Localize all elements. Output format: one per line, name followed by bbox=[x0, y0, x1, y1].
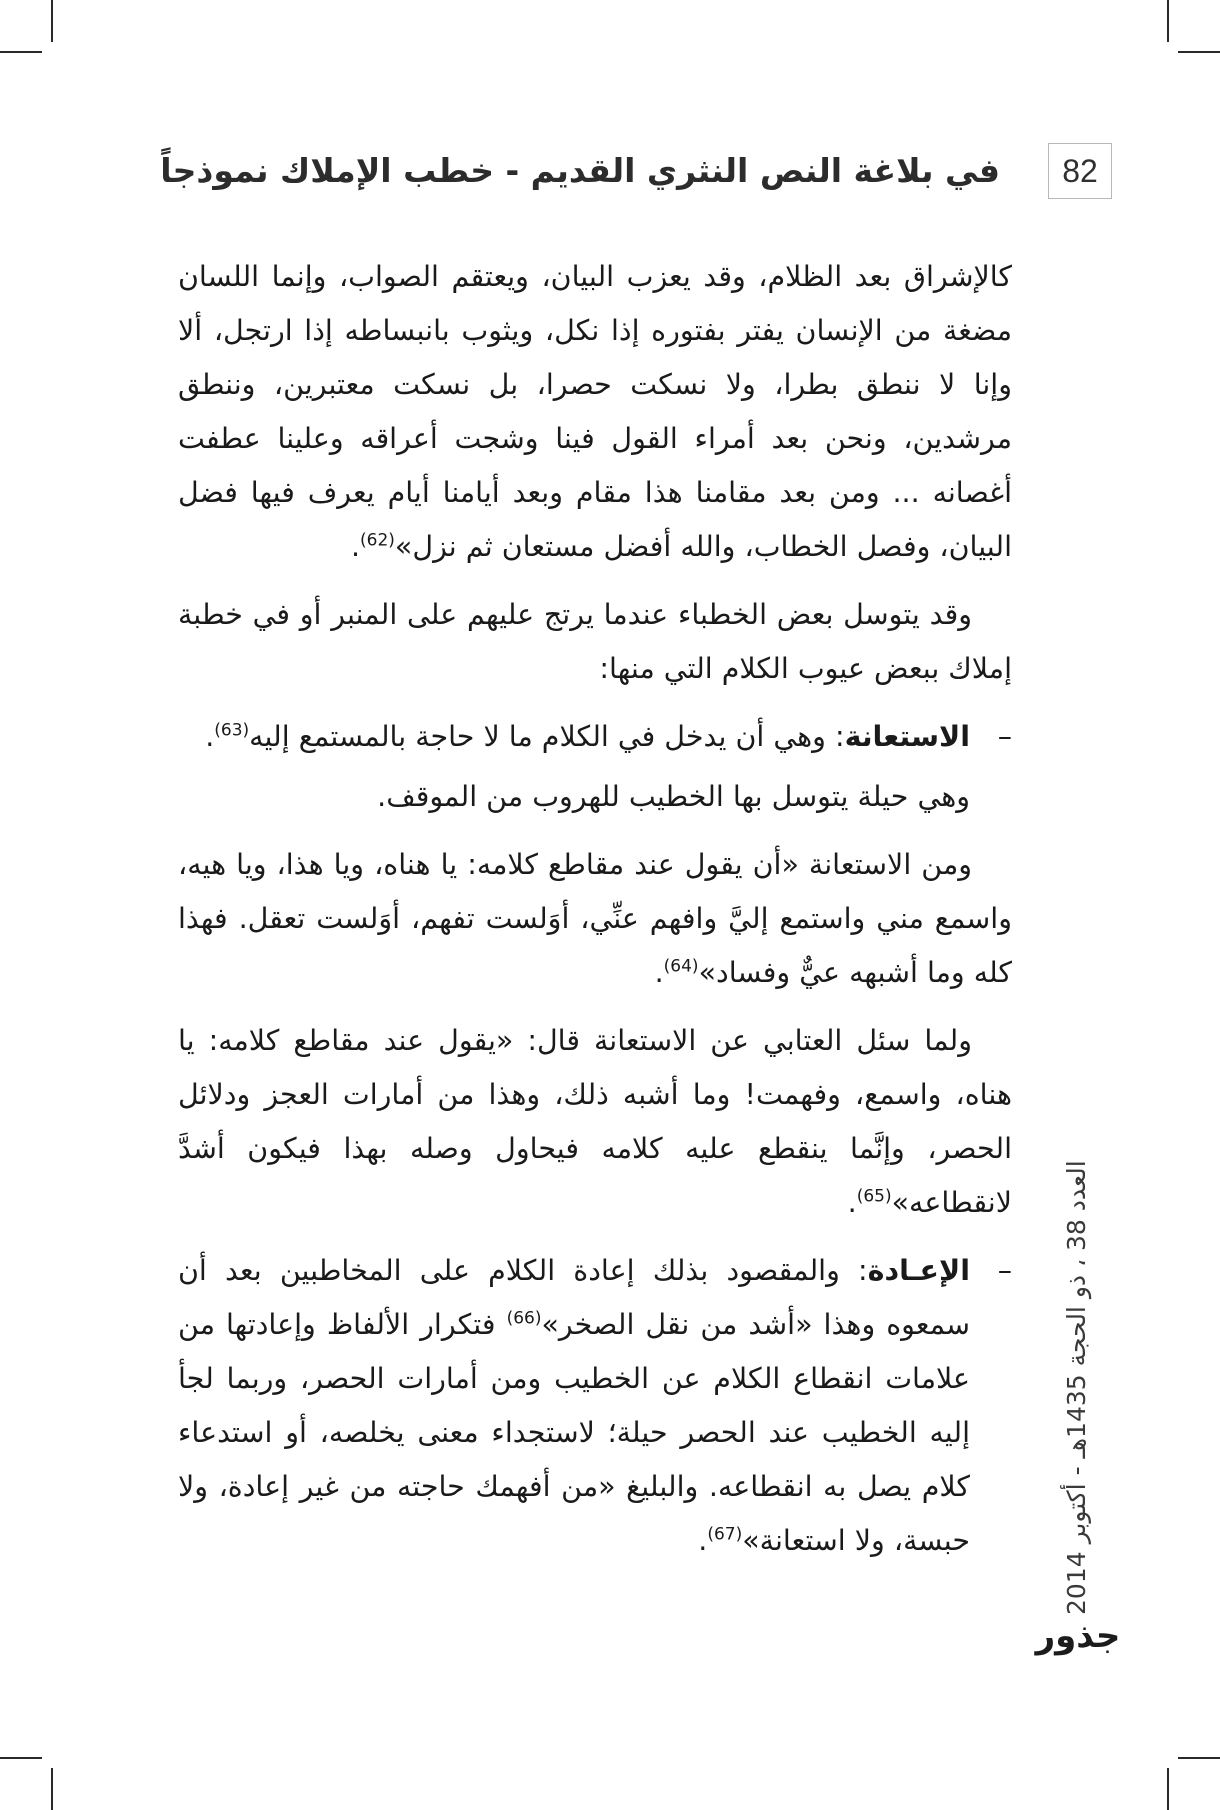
term-istiana: الاستعانة bbox=[844, 720, 970, 753]
paragraph-5 bbox=[178, 1014, 1012, 1230]
crop-mark-top-right-h bbox=[1178, 51, 1220, 53]
bullet-istiana-continuation bbox=[178, 770, 1012, 824]
footnote-ref: (66) bbox=[506, 1308, 542, 1329]
paragraph-end: . bbox=[847, 1186, 857, 1219]
crop-mark-top-left-h bbox=[0, 51, 42, 53]
bullet-dash: – bbox=[997, 720, 1012, 753]
crop-mark-bottom-left-h bbox=[0, 1757, 42, 1759]
footnote-ref: (67) bbox=[707, 1524, 743, 1545]
crop-mark-bottom-right-h bbox=[1178, 1757, 1220, 1759]
body-text bbox=[178, 250, 1012, 1582]
crop-mark-top-right-v bbox=[1167, 0, 1169, 42]
paragraph-end: . bbox=[350, 530, 360, 563]
bullet-iada bbox=[178, 1244, 1012, 1568]
footnote-ref: (64) bbox=[663, 956, 699, 977]
paragraph-1 bbox=[178, 250, 1012, 574]
paragraph-end: . bbox=[698, 1524, 708, 1557]
paragraph-text: ومن الاستعانة «أن يقول عند مقاطع كلامه: يا هناه، ويا هذا، ويا هيه، واسمع مني واستمع إليَّ وافهم عنِّي، أوَلست تفهم، أوَلست تعقل. فهذا كله وما أشبهه عيٌّ وفساد» bbox=[178, 848, 1012, 989]
paragraph-text: فتكرار الألفاظ وإعادتها من علامات انقطاع الكلام عن الخطيب ومن أمارات الحصر، وربما لجأ إليه الخطيب عند الحصر حيلة؛ لاستجداء معنى يخلصه، أو استدعاء كلام يصل به انقطاعه. والبليغ «من أفهمك حاجته من غير إعادة، ولا حبسة، ولا استعانة» bbox=[178, 1308, 970, 1557]
running-head: في بلاغة النص النثري القديم - خطب الإملاك نموذجاً bbox=[160, 151, 1000, 190]
bullet-dash: – bbox=[997, 1254, 1012, 1287]
crop-mark-top-left-v bbox=[51, 0, 53, 42]
paragraph-text: : والمقصود بذلك إعادة الكلام على المخاطبين بعد أن سمعوه وهذا «أشد من نقل الصخر» bbox=[178, 1254, 970, 1341]
paragraph-text: وقد يتوسل بعض الخطباء عندما يرتج عليهم على المنبر أو في خطبة إملاك ببعض عيوب الكلام التي منها: bbox=[178, 598, 1012, 685]
journal-logo: جذور bbox=[1035, 1616, 1121, 1656]
journal-issue-note: العدد 38 ، ذو الحجة 1435هـ - أكتوبر 2014 bbox=[1062, 1160, 1091, 1615]
page-number: 82 bbox=[1048, 143, 1112, 199]
paragraph-text: ولما سئل العتابي عن الاستعانة قال: «يقول عند مقاطع كلامه: يا هناه، واسمع، وفهمت! وما أشبه ذلك، وهذا من أمارات العجز ودلائل الحصر، وإنَّما ينقطع عليه كلامه فيحاول وصله بهذا فيكون أشدَّ لانقطاعه» bbox=[178, 1024, 1012, 1219]
paragraph-4 bbox=[178, 838, 1012, 1000]
crop-mark-bottom-right-v bbox=[1167, 1768, 1169, 1810]
footnote-ref: (65) bbox=[856, 1186, 892, 1207]
paragraph-end: . bbox=[654, 956, 664, 989]
paragraph-2 bbox=[178, 588, 1012, 696]
paragraph-text: وهي حيلة يتوسل بها الخطيب للهروب من الموقف. bbox=[377, 780, 970, 813]
term-iada: الإعـادة bbox=[867, 1254, 970, 1287]
bullet-istiana bbox=[178, 710, 1012, 764]
crop-mark-bottom-left-v bbox=[51, 1768, 53, 1810]
paragraph-end: . bbox=[205, 720, 215, 753]
paragraph-text: كالإشراق بعد الظلام، وقد يعزب البيان، ويعتقم الصواب، وإنما اللسان مضغة من الإنسان يفتر بفتوره إذا نكل، ويثوب بانبساطه إذا ارتجل، ألا وإنا لا ننطق بطرا، ولا نسكت حصرا، بل نسكت معتبرين، وننطق مرشدين، ونحن بعد أمراء القول فينا وشجت أعراقه وعلينا عطفت أغصانه ... ومن بعد مقامنا هذا مقام وبعد أيامنا أيام يعرف فيها فضل البيان، وفصل الخطاب، والله أفضل مستعان ثم نزل» bbox=[178, 260, 1012, 563]
footnote-ref: (62) bbox=[360, 530, 395, 551]
footnote-ref: (63) bbox=[214, 720, 250, 741]
paragraph-text: : وهي أن يدخل في الكلام ما لا حاجة بالمستمع إليه bbox=[249, 720, 845, 753]
